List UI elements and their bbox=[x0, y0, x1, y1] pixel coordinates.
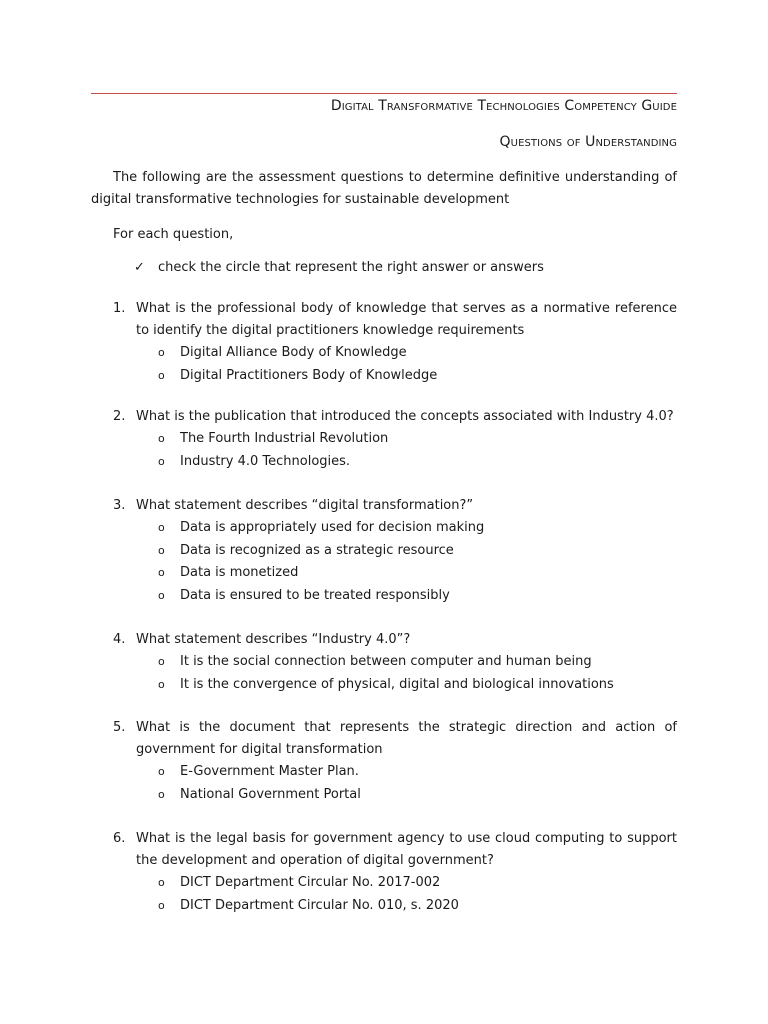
question-2 bbox=[113, 406, 677, 473]
question-number: 2. bbox=[113, 409, 126, 424]
radio-circle-icon[interactable]: o bbox=[158, 655, 165, 668]
answer-option[interactable]: o The Fourth Industrial Revolution bbox=[113, 428, 677, 451]
answer-option[interactable]: o Industry 4.0 Technologies. bbox=[113, 451, 677, 474]
radio-circle-icon[interactable]: o bbox=[158, 432, 165, 445]
answer-option[interactable]: o DICT Department Circular No. 2017-002 bbox=[113, 872, 677, 895]
question-number: 1. bbox=[113, 301, 126, 316]
answer-option[interactable]: o Digital Practitioners Body of Knowledge bbox=[113, 365, 677, 388]
radio-circle-icon[interactable]: o bbox=[158, 566, 165, 579]
radio-circle-icon[interactable]: o bbox=[158, 454, 165, 468]
question-5 bbox=[113, 717, 677, 806]
header-rule bbox=[91, 93, 677, 94]
answer-options bbox=[113, 761, 677, 806]
instruction-line bbox=[134, 257, 544, 279]
radio-circle-icon[interactable]: o bbox=[158, 368, 165, 382]
question-6 bbox=[113, 828, 677, 917]
radio-circle-icon[interactable]: o bbox=[158, 677, 165, 691]
radio-circle-icon[interactable]: o bbox=[158, 898, 165, 912]
question-number: 4. bbox=[113, 632, 126, 647]
radio-circle-icon[interactable]: o bbox=[158, 765, 165, 778]
question-4 bbox=[113, 629, 677, 696]
question-text: What statement describes “Industry 4.0”? bbox=[136, 632, 411, 647]
radio-circle-icon[interactable]: o bbox=[158, 588, 165, 602]
answer-options bbox=[113, 517, 677, 607]
instruction-text: check the circle that represent the right answer or answers bbox=[158, 260, 544, 275]
question-text: What is the professional body of knowledge that serves as a normative reference to identify the digital practitioners knowledge requirements bbox=[136, 301, 677, 338]
radio-circle-icon[interactable]: o bbox=[158, 346, 165, 359]
question-text: What is the publication that introduced the concepts associated with Industry 4.0? bbox=[136, 409, 674, 424]
answer-option[interactable]: o Data is recognized as a strategic resource bbox=[113, 540, 677, 563]
answer-options bbox=[113, 342, 677, 387]
answer-option[interactable]: o Data is ensured to be treated responsibly bbox=[113, 585, 677, 608]
answer-options bbox=[113, 651, 677, 696]
answer-option[interactable]: o Data is monetized bbox=[113, 562, 677, 585]
answer-options bbox=[113, 428, 677, 473]
question-text: What is the document that represents the strategic direction and action of government for digital transformation bbox=[136, 720, 677, 757]
radio-circle-icon[interactable]: o bbox=[158, 876, 165, 889]
section-title: Questions of Understanding bbox=[499, 134, 677, 150]
question-1 bbox=[113, 298, 677, 387]
answer-option[interactable]: o DICT Department Circular No. 010, s. 2020 bbox=[113, 895, 677, 918]
answer-option[interactable]: o National Government Portal bbox=[113, 784, 677, 807]
question-number: 5. bbox=[113, 720, 126, 735]
question-number: 3. bbox=[113, 498, 126, 513]
document-title: Digital Transformative Technologies Competency Guide bbox=[330, 98, 677, 114]
answer-option[interactable]: o Digital Alliance Body of Knowledge bbox=[113, 342, 677, 365]
question-text: What is the legal basis for government agency to use cloud computing to support the development and operation of digital government? bbox=[136, 831, 677, 868]
radio-circle-icon[interactable]: o bbox=[158, 787, 165, 801]
radio-circle-icon[interactable]: o bbox=[158, 543, 165, 557]
for-each-label: For each question, bbox=[113, 227, 234, 242]
radio-circle-icon[interactable]: o bbox=[158, 521, 165, 534]
answer-option[interactable]: o Data is appropriately used for decision making bbox=[113, 517, 677, 540]
question-3 bbox=[113, 495, 677, 607]
answer-option[interactable]: o E-Government Master Plan. bbox=[113, 761, 677, 784]
answer-option[interactable]: o It is the social connection between computer and human being bbox=[113, 651, 677, 674]
answer-option[interactable]: o It is the convergence of physical, digital and biological innovations bbox=[113, 674, 677, 697]
question-number: 6. bbox=[113, 831, 126, 846]
question-text: What statement describes “digital transformation?” bbox=[136, 498, 474, 513]
check-mark-icon: ✓ bbox=[134, 260, 145, 275]
answer-options bbox=[113, 872, 677, 917]
intro-paragraph: The following are the assessment questions to determine definitive understanding of digital transformative technologies for sustainable development bbox=[91, 170, 677, 207]
